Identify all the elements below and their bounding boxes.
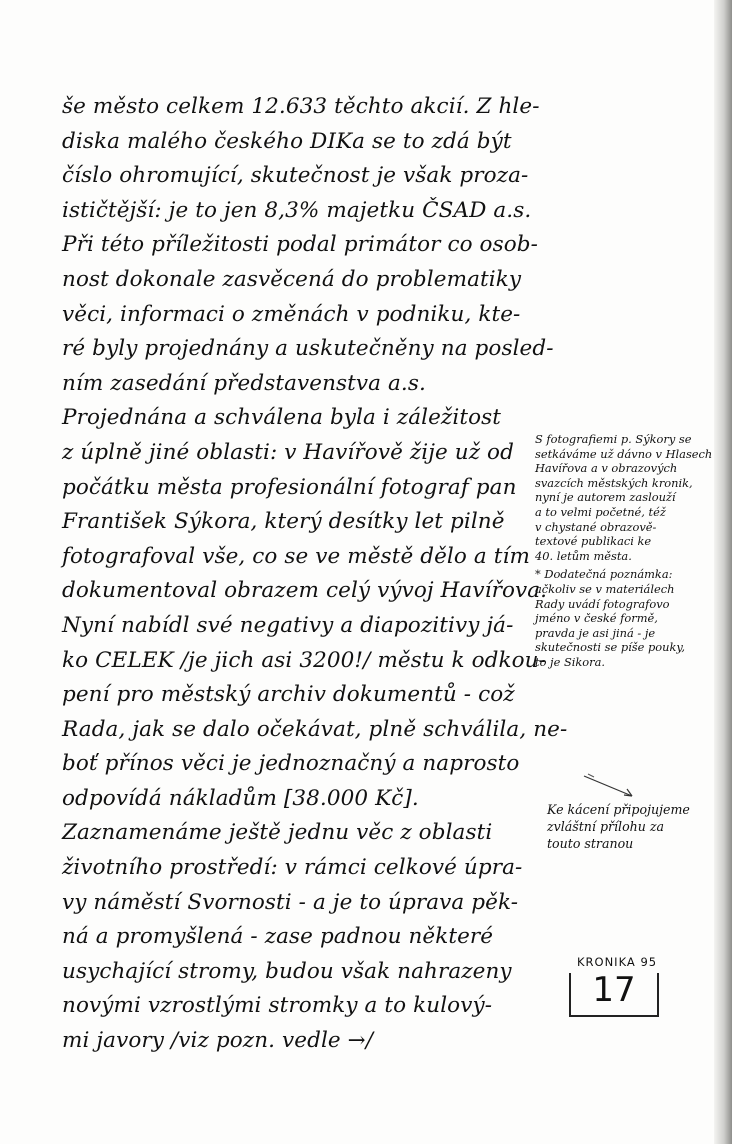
- main-handwritten-text: [62, 90, 568, 1059]
- margin-note-line: svazcích městských kronik,: [535, 475, 693, 490]
- text-line: odpovídá nákladům [38.000 Kč].: [62, 785, 419, 811]
- text-line: pení pro městský archiv dokumentů - což: [62, 682, 515, 708]
- margin-note-line: S fotografiemi p. Sýkory se: [535, 432, 692, 446]
- text-line: vy náměstí Svornosti - a je to úprava pěk-: [62, 889, 519, 915]
- text-line: z úplně jiné oblasti: v Havířově žije už od: [62, 439, 514, 465]
- text-line: nost dokonale zasvěcená do problematiky: [62, 266, 522, 292]
- margin-note-line: Rady uvádí fotografovo: [535, 596, 670, 611]
- text-line: číslo ohromující, skutečnost je však proza-: [62, 163, 529, 189]
- margin-note-line: textové publikaci ke: [535, 534, 652, 549]
- text-line: fotografoval vše, co se ve městě dělo a tím: [62, 543, 530, 569]
- text-line: Nyní nabídl své negativy a diapozitivy já-: [62, 612, 514, 638]
- text-line: usychající stromy, budou však nahrazeny: [62, 958, 512, 984]
- margin-note: [535, 432, 725, 670]
- chronicle-label: KRONIKA 95: [577, 955, 658, 969]
- text-line: František Sýkora, který desítky let pilně: [62, 509, 505, 535]
- page-number: 17: [592, 970, 636, 1010]
- text-line: věci, informaci o změnách v podniku, kte-: [62, 301, 521, 327]
- margin-note-line: skutečnosti se píše pouky,: [535, 640, 685, 655]
- text-line: ré byly projednány a uskutečněny na posled-: [62, 336, 554, 362]
- text-line: dokumentoval obrazem celý vývoj Havířova.: [62, 578, 548, 604]
- text-line: Projednána a schválena byla i záležitost: [62, 405, 501, 431]
- pointer-arrow-icon: [580, 772, 640, 802]
- text-line: še město celkem 12.633 těchto akcií. Z hle-: [62, 94, 540, 119]
- margin-note-line: to je Sikora.: [535, 654, 606, 669]
- text-line: ním zasedání představenstva a.s.: [62, 370, 426, 396]
- margin-note-line: nyní je autorem zaslouží: [535, 490, 676, 505]
- text-line: životního prostředí: v rámci celkové úpra-: [62, 855, 523, 881]
- margin-note-line: setkáváme už dávno v Hlasech: [535, 446, 713, 461]
- text-line: ističtější: je to jen 8,3% majetku ČSAD a.s.: [62, 197, 532, 223]
- text-line: Zaznamenáme ještě jednu věc z oblasti: [62, 820, 493, 846]
- margin-note-line: v chystané obrazově-: [535, 519, 657, 534]
- text-line: ná a promyšlená - zase padnou některé: [62, 924, 494, 950]
- margin-note-line: Ke kácení připojujeme: [547, 802, 690, 817]
- margin-note-line: pravda je asi jiná - je: [535, 625, 656, 640]
- text-line: počátku města profesionální fotograf pan: [62, 474, 517, 500]
- text-line: Při této příležitosti podal primátor co osob-: [62, 232, 539, 258]
- text-line: mi javory /viz pozn. vedle →/: [62, 1028, 374, 1054]
- margin-note-line: ačkoliv se v materiálech: [535, 581, 675, 596]
- margin-note-line: * Dodatečná poznámka:: [535, 567, 673, 582]
- margin-note-line: jméno v české formě,: [535, 611, 658, 626]
- margin-note-line: zvláštní přílohu za: [547, 819, 665, 834]
- text-line: ko CELEK /je jich asi 3200!/ městu k odkou-: [62, 647, 546, 673]
- text-line: Rada, jak se dalo očekávat, plně schválila, ne-: [62, 716, 568, 742]
- text-line: diska malého českého DIKa se to zdá být: [62, 128, 512, 154]
- margin-note-line: touto stranou: [547, 836, 634, 851]
- margin-note-line: 40. letům města.: [535, 548, 632, 563]
- margin-note-line: Havířova a v obrazových: [535, 461, 678, 476]
- text-line: boť přínos věci je jednoznačný a naprosto: [62, 751, 520, 777]
- page-number-box: [569, 970, 659, 1017]
- margin-note-attachment: [547, 801, 727, 852]
- margin-note-line: a to velmi početné, též: [535, 504, 666, 519]
- text-line: novými vzrostlými stromky a to kulový-: [62, 993, 493, 1019]
